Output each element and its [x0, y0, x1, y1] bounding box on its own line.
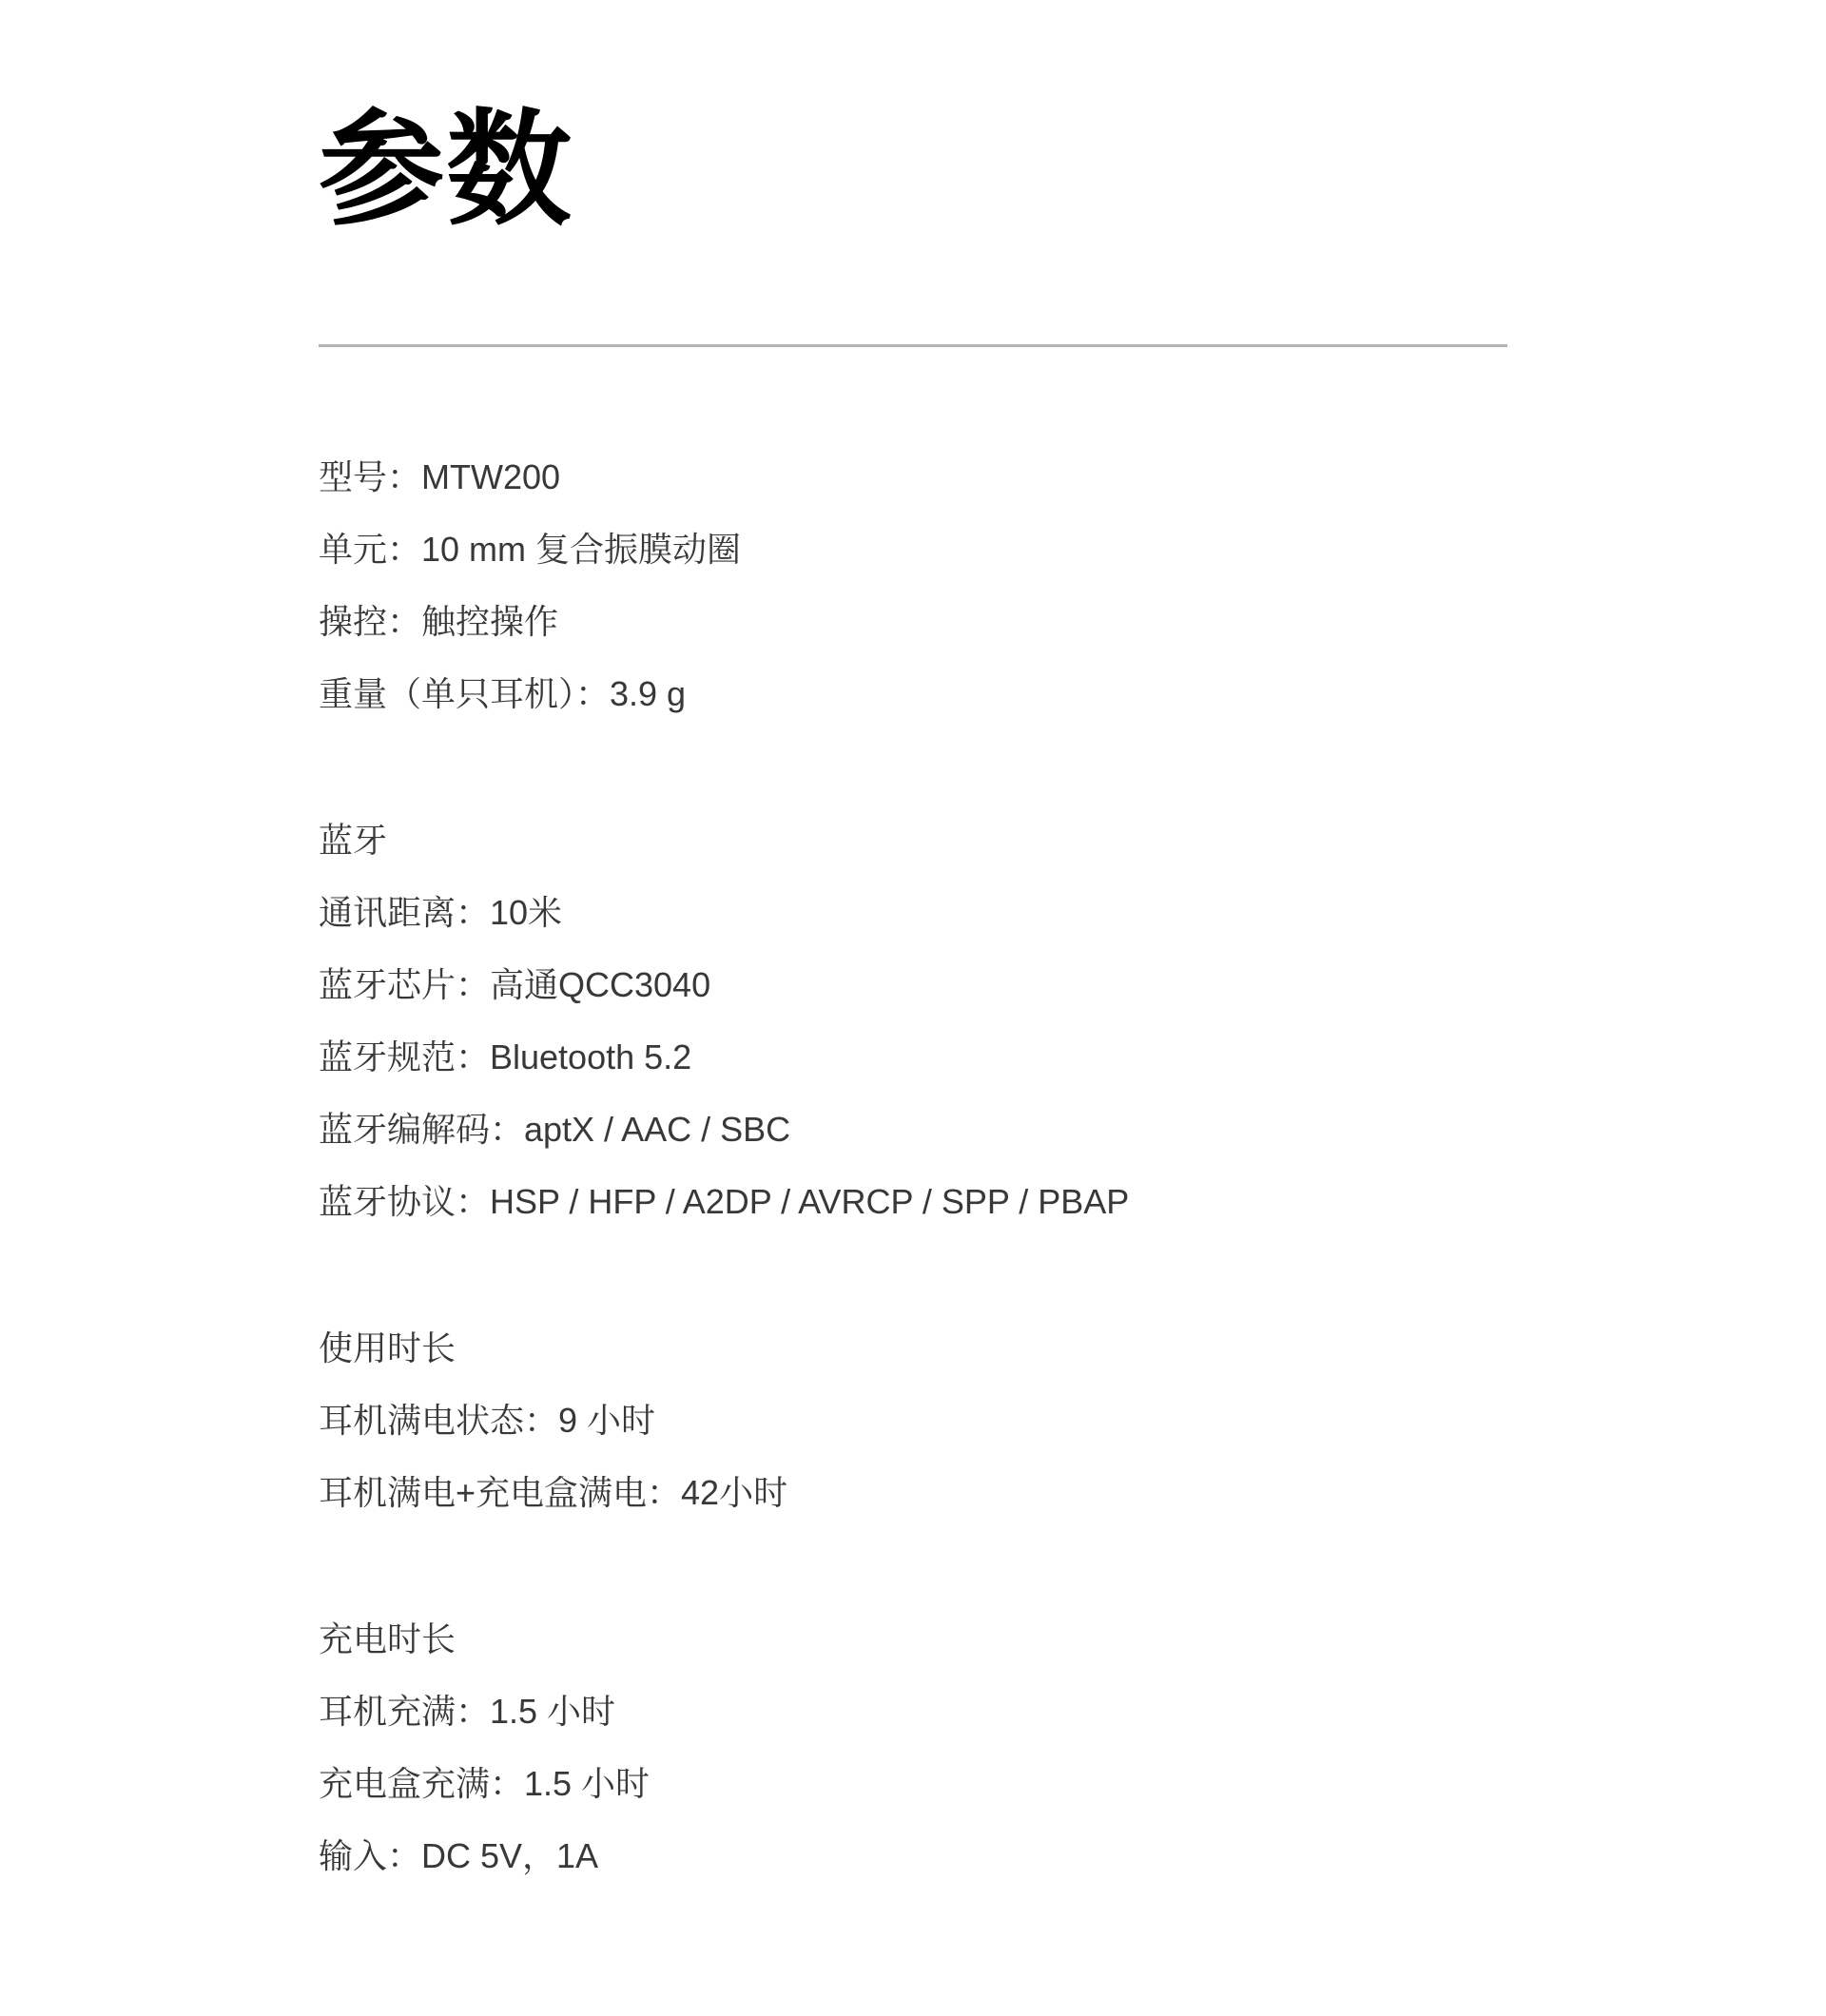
spec-row-chip: 蓝牙芯片：高通QCC3040: [319, 965, 711, 1004]
spec-row-earbud-charge: 耳机充满：1.5 小时: [319, 1692, 616, 1731]
spec-section-basic: [319, 441, 1507, 730]
spec-row-earbud-playtime: 耳机满电状态：9 小时: [319, 1401, 656, 1440]
spec-section-bluetooth: [319, 804, 1507, 1238]
spec-row-range: 通讯距离：10米: [319, 893, 563, 932]
spec-row-controls: 操控：触控操作: [319, 602, 559, 641]
spec-row-bt-version: 蓝牙规范：Bluetooth 5.2: [319, 1037, 692, 1076]
spec-row-model: 型号：MTW200: [319, 457, 561, 496]
spec-section-battery-life: [319, 1312, 1507, 1529]
spec-section-heading-battery-life: 使用时长: [319, 1328, 456, 1367]
spec-row-case-charge: 充电盒充满：1.5 小时: [319, 1764, 651, 1803]
section-divider: [319, 344, 1507, 347]
spec-page: [319, 0, 1507, 1892]
spec-row-driver: 单元：10 mm 复合振膜动圈: [319, 530, 742, 569]
spec-section-heading-bluetooth: 蓝牙: [319, 821, 388, 860]
spec-row-total-playtime: 耳机满电+充电盒满电：42小时: [319, 1473, 788, 1512]
spec-row-codecs: 蓝牙编解码：aptX / AAC / SBC: [319, 1110, 791, 1149]
spec-section-charging-time: [319, 1603, 1507, 1892]
spec-row-input: 输入：DC 5V，1A: [319, 1836, 599, 1875]
spec-row-weight: 重量（单只耳机）：3.9 g: [319, 674, 687, 713]
spec-section-heading-charging-time: 充电时长: [319, 1619, 456, 1658]
page-title: 参数: [319, 100, 573, 240]
spec-row-profiles: 蓝牙协议：HSP / HFP / A2DP / AVRCP / SPP / PBAP: [319, 1182, 1130, 1221]
